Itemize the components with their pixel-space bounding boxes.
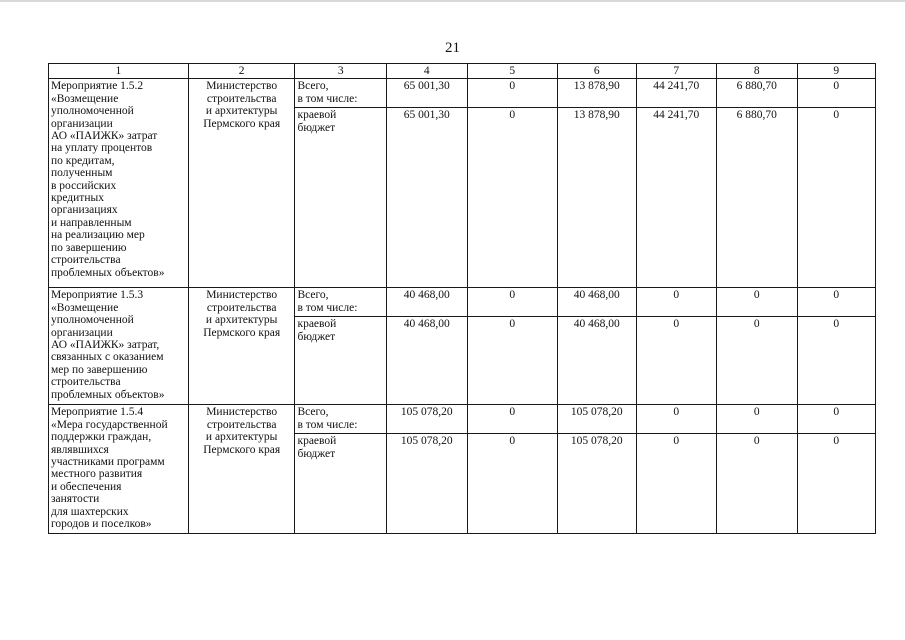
page-number: 21 (445, 40, 460, 56)
value-cell: 40 468,00 (387, 288, 467, 317)
funding-source-cell: краевой бюджет (295, 317, 387, 405)
column-header: 8 (717, 64, 797, 79)
value-cell: 105 078,20 (558, 434, 636, 534)
executor-cell: Министерство строительства и архитектуры Пермского края (188, 405, 295, 534)
value-cell: 40 468,00 (387, 317, 467, 405)
value-cell: 0 (636, 288, 716, 317)
measure-name-cell: Мероприятие 1.5.3 «Возмещение уполномоченной организации АО «ПАИЖК» затрат, связанных с оказанием мер по завершению строительства проблемных объектов» (49, 288, 189, 405)
measure-1-5-3-total-row (49, 288, 876, 317)
value-cell: 0 (797, 288, 876, 317)
budget-table (48, 63, 876, 534)
value-cell: 0 (717, 317, 797, 405)
value-cell: 105 078,20 (387, 405, 467, 434)
value-cell: 0 (467, 288, 558, 317)
value-cell: 0 (467, 434, 558, 534)
value-cell: 0 (797, 317, 876, 405)
value-cell: 105 078,20 (387, 434, 467, 534)
value-cell: 6 880,70 (717, 79, 797, 108)
value-cell: 0 (467, 79, 558, 108)
funding-source-cell: краевой бюджет (295, 108, 387, 288)
value-cell: 105 078,20 (558, 405, 636, 434)
column-header: 5 (467, 64, 558, 79)
value-cell: 0 (797, 79, 876, 108)
value-cell: 0 (797, 434, 876, 534)
measure-1-5-2-total-row (49, 79, 876, 108)
column-header: 1 (49, 64, 189, 79)
value-cell: 0 (636, 317, 716, 405)
scan-top-edge (0, 0, 905, 2)
value-cell: 0 (717, 405, 797, 434)
value-cell: 6 880,70 (717, 108, 797, 288)
value-cell: 40 468,00 (558, 317, 636, 405)
value-cell: 0 (467, 317, 558, 405)
column-header: 3 (295, 64, 387, 79)
funding-source-cell: краевой бюджет (295, 434, 387, 534)
value-cell: 0 (797, 108, 876, 288)
value-cell: 65 001,30 (387, 79, 467, 108)
value-cell: 0 (467, 405, 558, 434)
value-cell: 44 241,70 (636, 108, 716, 288)
value-cell: 0 (717, 288, 797, 317)
column-header: 9 (797, 64, 876, 79)
value-cell: 13 878,90 (558, 79, 636, 108)
value-cell: 40 468,00 (558, 288, 636, 317)
value-cell: 0 (467, 108, 558, 288)
funding-source-cell: Всего, в том числе: (295, 405, 387, 434)
value-cell: 13 878,90 (558, 108, 636, 288)
executor-cell: Министерство строительства и архитектуры Пермского края (188, 79, 295, 288)
value-cell: 0 (717, 434, 797, 534)
measure-1-5-4-total-row (49, 405, 876, 434)
value-cell: 65 001,30 (387, 108, 467, 288)
value-cell: 0 (636, 405, 716, 434)
column-header: 2 (188, 64, 295, 79)
value-cell: 44 241,70 (636, 79, 716, 108)
column-header: 4 (387, 64, 467, 79)
column-header-row (49, 64, 876, 79)
funding-source-cell: Всего, в том числе: (295, 79, 387, 108)
value-cell: 0 (636, 434, 716, 534)
measure-name-cell: Мероприятие 1.5.4 «Мера государственной поддержки граждан, являвшихся участниками программ местного развития и обеспечения занятости для шахтерских городов и поселков» (49, 405, 189, 534)
column-header: 6 (558, 64, 636, 79)
column-header: 7 (636, 64, 716, 79)
measure-name-cell: Мероприятие 1.5.2 «Возмещение уполномоченной организации АО «ПАИЖК» затрат на уплату процентов по кредитам, полученным в российских кредитных организациях и направленным на реализацию мер по завершению строительства проблемных объектов» (49, 79, 189, 288)
executor-cell: Министерство строительства и архитектуры Пермского края (188, 288, 295, 405)
value-cell: 0 (797, 405, 876, 434)
funding-source-cell: Всего, в том числе: (295, 288, 387, 317)
